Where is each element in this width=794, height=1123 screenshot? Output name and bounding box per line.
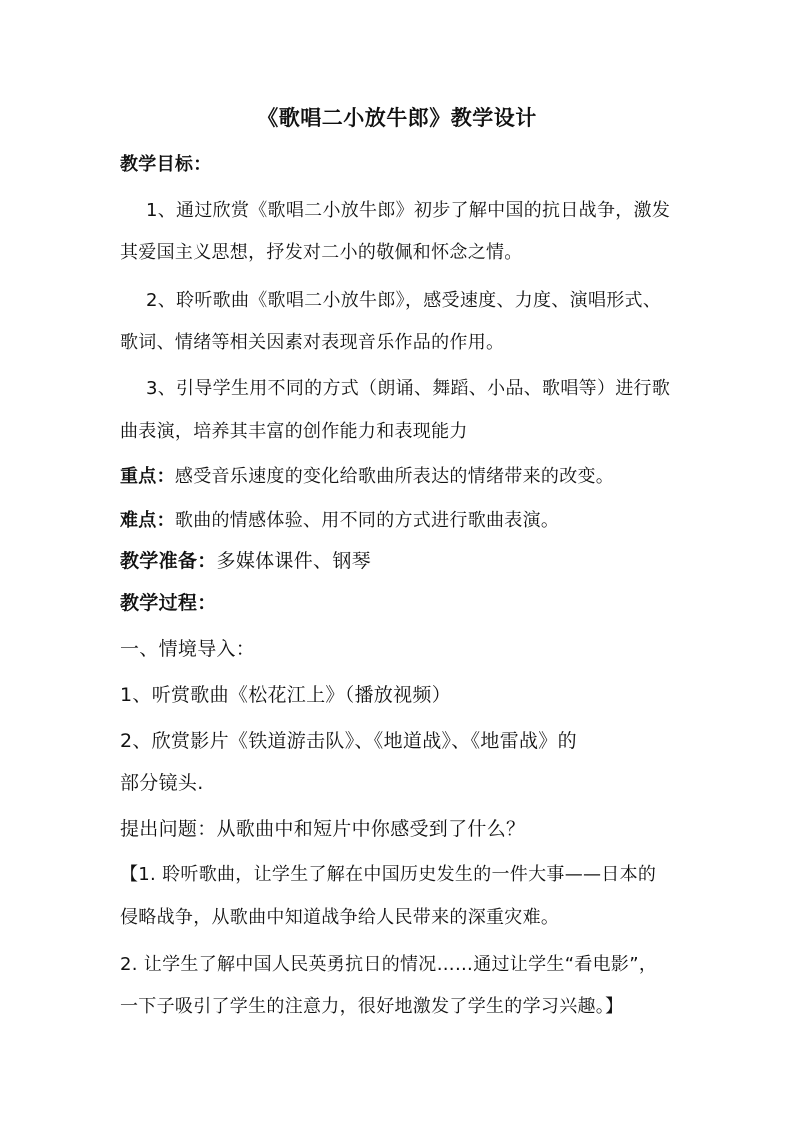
step-2-line-1: 2、欣赏影片《铁道游击队》、《地道战》、《地雷战》的 [120,730,577,752]
objective-1-line-1: 1、通过欣赏《歌唱二小放牛郎》初步了解中国的抗日战争，激发 [146,200,671,221]
section-1-heading: 一、情境导入： [120,638,256,660]
difficulty-text: 歌曲的情感体验、用不同的方式进行歌曲表演。 [174,510,560,531]
objective-1-line-2: 其爱国主义思想，抒发对二小的敬佩和怀念之情。 [120,242,523,263]
question: 提出问题：从歌曲中和短片中你感受到了什么？ [120,818,526,840]
step-1: 1、听赏歌曲《松花江上》（播放视频） [120,684,451,706]
key-point-paragraph [120,464,680,490]
preparation-label: 教学准备： [120,550,217,572]
key-point-text: 感受音乐速度的变化给歌曲所表达的情绪带来的改变。 [174,466,615,487]
step-2-line-2: 部分镜头. [120,772,204,794]
key-point-label: 重点： [120,466,175,487]
note-1-line-1: 【1. 聆听歌曲，让学生了解在中国历史发生的一件大事——日本的 [120,864,657,885]
difficulty-paragraph [120,508,680,534]
difficulty-label: 难点： [120,510,175,531]
note-2-line-1: 2. 让学生了解中国人民英勇抗日的情况……通过让学生“看电影”， [120,954,658,975]
preparation-paragraph [120,548,680,575]
objective-3-line-2: 曲表演，培养其丰富的创作能力和表现能力 [120,421,468,442]
process-heading: 教学过程： [120,592,217,614]
document-title: 《歌唱二小放牛郎》教学设计 [257,106,537,130]
objectives-heading: 教学目标： [120,154,212,175]
note-2-line-2: 一下子吸引了学生的注意力，很好地激发了学生的学习兴趣。】 [120,996,624,1017]
objective-2-line-2: 歌词、情绪等相关因素对表现音乐作品的作用。 [120,332,505,353]
objective-3-line-1: 3、引导学生用不同的方式（朗诵、舞蹈、小品、歌唱等）进行歌 [146,378,671,399]
objective-2-line-1: 2、聆听歌曲《歌唱二小放牛郎》，感受速度、力度、演唱形式、 [146,290,662,311]
preparation-text: 多媒体课件、钢琴 [216,550,371,572]
note-1-line-2: 侵略战争，从歌曲中知道战争给人民带来的深重灾难。 [120,907,560,928]
